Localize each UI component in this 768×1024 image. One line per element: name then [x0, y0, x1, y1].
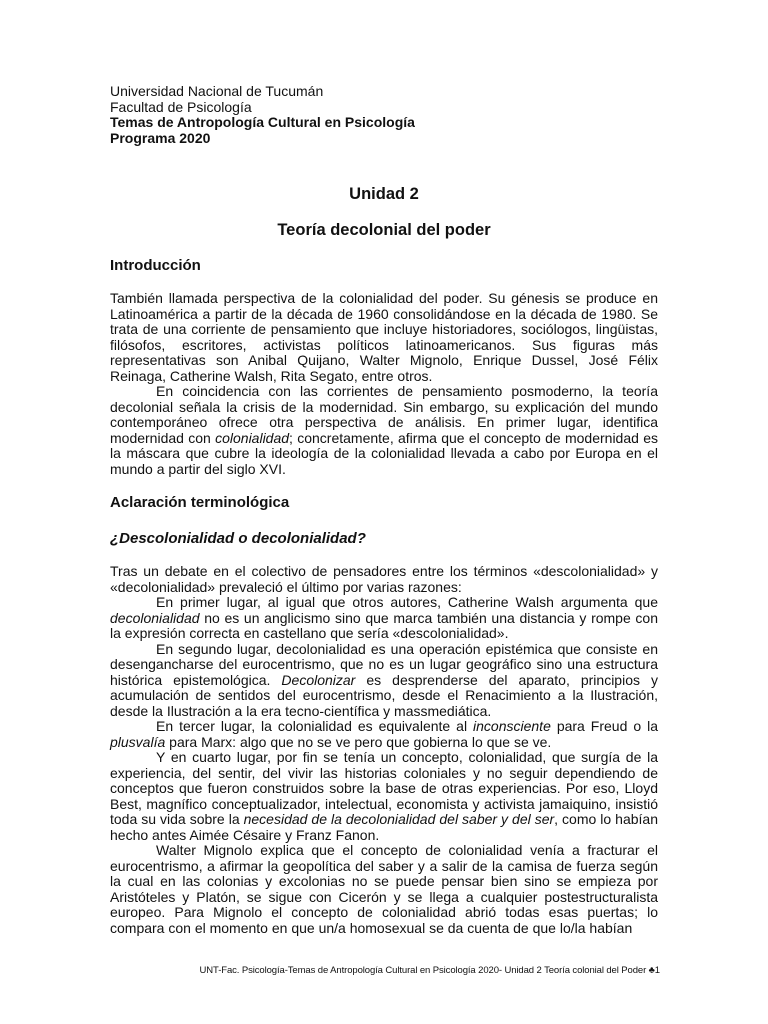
- terminology-paragraph-4: En tercer lugar, la colonialidad es equivalente al inconsciente para Freud o la plusvalía para Marx: algo que no se ve pero que gobierna lo que se ve.: [110, 718, 658, 750]
- faculty-name: Facultad de Psicología: [110, 98, 252, 115]
- terminology-subheading: ¿Descolonialidad o decolonialidad?: [110, 530, 366, 547]
- document-page: [110, 84, 658, 936]
- terminology-paragraph-6: Walter Mignolo explica que el concepto de colonialidad venía a fracturar el eurocentrismo, a afirmar la geopolítica del saber y a salir de la camisa de fuerza según la cual en las colonias y excolonias no se puede pensar bien sino se empieza por Aristóteles y Platón, se sigue con Cicerón y se llega a cualquier postestructuralista europeo. Para Mignolo el concepto de colonialidad abrió todas esas puertas; lo compara con el momento en que un/a homosexual se da cuenta de que lo/la habían: [110, 842, 658, 936]
- intro-paragraph-1: También llamada perspectiva de la colonialidad del poder. Su génesis se produce en Latinoamérica a partir de la década de 1960 consolidándose en la década de 1980. Se trata de una corriente de pensamiento que incluye historiadores, sociólogos, lingüistas, filósofos, escritores, activistas políticos latinoamericanos. Sus figuras más representativas son Anibal Quijano, Walter Mignolo, Enrique Dussel, José Félix Reinaga, Catherine Walsh, Rita Segato, entre otros.: [110, 290, 658, 384]
- page-footer: UNT-Fac. Psicología-Temas de Antropología Cultural en Psicología 2020- Unidad 2 Teoría colonial del Poder ♣1: [199, 965, 660, 976]
- terminology-paragraph-3: En segundo lugar, decolonialidad es una operación epistémica que consiste en desengancharse del eurocentrismo, que no es un lugar geográfico sino una estructura histórica epistemológica. Decolonizar es desprenderse del aparato, principios y acumulación de sentidos del eurocentrismo, desde el Renacimiento a la Ilustración, desde la Ilustración a la era tecno-científica y massmediática.: [110, 640, 658, 719]
- terminology-paragraph-2: En primer lugar, al igual que otros autores, Catherine Walsh argumenta que decolonialidad no es un anglicismo sino que marca también una distancia y rompe con la expresión correcta en castellano que sería «descolonialidad».: [110, 594, 658, 641]
- document-title: Teoría decolonial del poder: [277, 221, 491, 239]
- intro-heading: Introducción: [110, 257, 201, 274]
- terminology-paragraph-5: Y en cuarto lugar, por fin se tenía un concepto, colonialidad, que surgía de la experiencia, del sentir, del vivir las historias coloniales y no seguir dependiendo de conceptos que fueron construidos sobre la base de otras experiencias. Por eso, Lloyd Best, magnífico conceptualizador, intelectual, economista y activista jamaiquino, insistió toda su vida sobre la necesidad de la decolonialidad del saber y del ser, como lo habían hecho antes Aimée Césaire y Franz Fanon.: [110, 749, 658, 843]
- terminology-paragraph-1: Tras un debate en el colectivo de pensadores entre los términos «descolonialidad» y «decolonialidad» prevaleció el último por varias razones:: [110, 563, 658, 595]
- unit-title: Unidad 2: [349, 185, 419, 203]
- course-name: Temas de Antropología Cultural en Psicología: [110, 114, 415, 130]
- terminology-heading: Aclaración terminológica: [110, 494, 290, 511]
- program-year: Programa 2020: [110, 129, 211, 146]
- university-name: Universidad Nacional de Tucumán: [110, 83, 324, 99]
- intro-paragraph-2: En coincidencia con las corrientes de pensamiento posmoderno, la teoría decolonial señala la crisis de la modernidad. Sin embargo, su explicación del mundo contemporáneo ofrece otra perspectiva de análisis. En primer lugar, identifica modernidad con colonialidad; concretamente, afirma que el concepto de modernidad es la máscara que cubre la ideología de la colonialidad llevada a cabo por Europa en el mundo a partir del siglo XVI.: [110, 383, 658, 477]
